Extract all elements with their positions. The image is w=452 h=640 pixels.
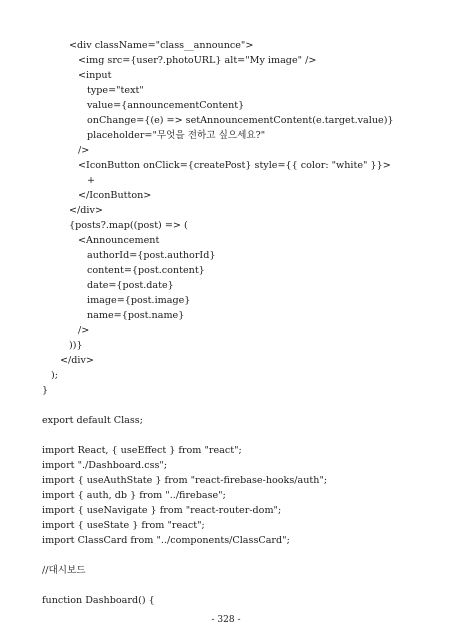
code-line: authorId={post.authorId} — [87, 250, 216, 261]
code-line: + — [87, 175, 96, 186]
code-line: placeholder="무엇을 전하고 싶으세요?" — [87, 130, 266, 141]
code-line: {posts?.map((post) => ( — [69, 220, 188, 231]
code-line: import { useAuthState } from "react-firebase-hooks/auth"; — [42, 475, 328, 486]
code-line: onChange={(e) => setAnnouncementContent(e.target.value)} — [87, 115, 394, 126]
code-line: image={post.image} — [87, 295, 191, 306]
code-line: <img src={user?.photoURL} alt="My image" /> — [78, 55, 317, 66]
code-line: </IconButton> — [78, 190, 152, 201]
code-line: name={post.name} — [87, 310, 185, 321]
code-line: type="text" — [87, 85, 144, 96]
code-line: export default Class; — [42, 415, 143, 426]
code-line: <IconButton onClick={createPost} style={{ color: "white" }}> — [78, 160, 391, 171]
code-line: //대시보드 — [42, 565, 86, 576]
code-line: import { auth, db } from "../firebase"; — [42, 490, 226, 501]
code-line: /> — [78, 325, 90, 336]
code-line: } — [42, 385, 49, 396]
code-line: import React, { useEffect } from "react"; — [42, 445, 242, 456]
code-line: import ClassCard from "../components/ClassCard"; — [42, 535, 290, 546]
code-line: </div> — [69, 205, 103, 216]
code-line: <input — [78, 70, 112, 81]
code-line: <Announcement — [78, 235, 160, 246]
code-line: value={announcementContent} — [87, 100, 245, 111]
code-line: ); — [51, 370, 58, 381]
code-line: content={post.content} — [87, 265, 205, 276]
code-line: ))} — [69, 340, 83, 351]
code-line: import { useNavigate } from "react-router-dom"; — [42, 505, 282, 516]
code-line: <div className="class__announce"> — [69, 40, 254, 51]
code-line: import "./Dashboard.css"; — [42, 460, 168, 471]
code-line: function Dashboard() { — [42, 595, 155, 606]
code-line: date={post.date} — [87, 280, 174, 291]
code-line: /> — [78, 145, 90, 156]
page-number: - 328 - — [211, 615, 241, 625]
code-line: import { useState } from "react"; — [42, 520, 205, 531]
code-line: </div> — [60, 355, 94, 366]
